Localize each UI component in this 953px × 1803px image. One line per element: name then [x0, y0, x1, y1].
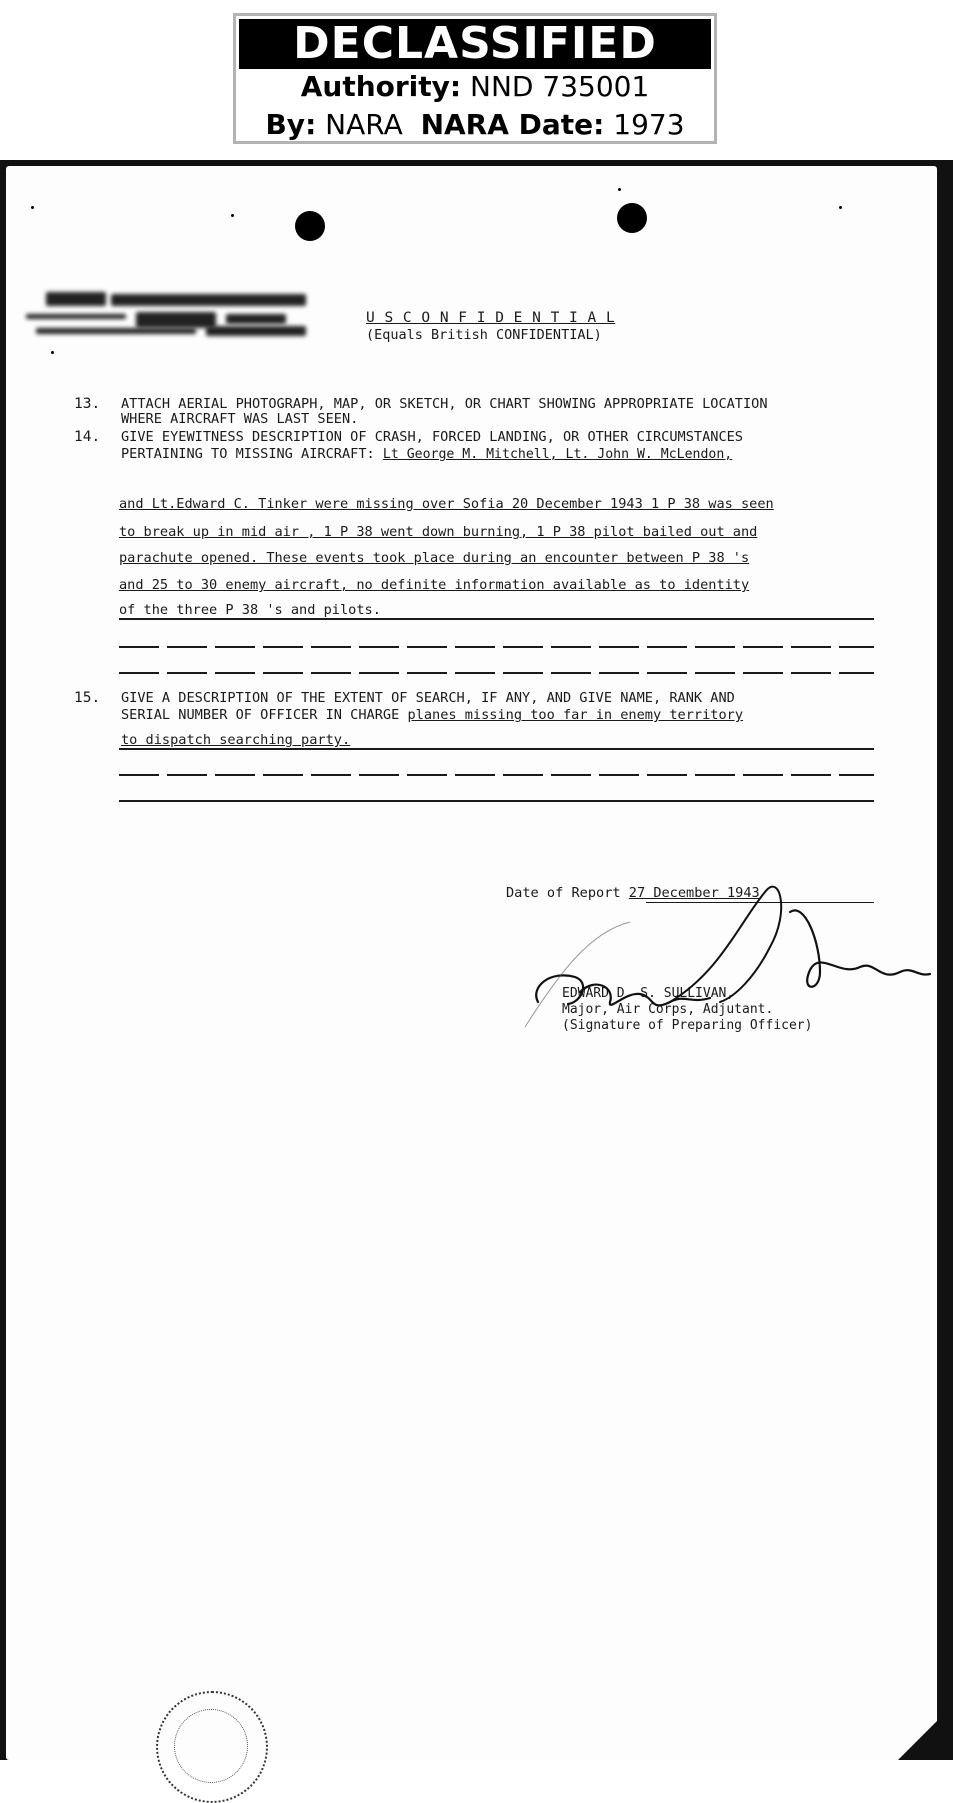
- stamp-authority-line: [236, 70, 714, 103]
- classification-marking: [366, 310, 615, 326]
- item-14-answer-line: to break up in mid air , 1 P 38 went down burning, 1 P 38 pilot bailed out and: [119, 524, 758, 540]
- scan-speck: [839, 206, 842, 209]
- stamp-by-label: By:: [265, 108, 317, 141]
- classification-equivalent: (Equals British CONFIDENTIAL): [366, 327, 602, 343]
- scan-speck: [31, 206, 34, 209]
- item-15-answer-line: to dispatch searching party.: [121, 732, 351, 748]
- answer-rule-blank: [119, 774, 874, 776]
- stamp-title: DECLASSIFIED: [239, 19, 711, 69]
- scan-speck: [618, 188, 621, 191]
- stamp-by-value: NARA: [325, 108, 403, 141]
- item-13-number: 13.: [74, 396, 101, 412]
- answer-rule-blank: [119, 646, 874, 648]
- stamp-date-value: 1973: [613, 108, 685, 141]
- scan-speck: [51, 351, 54, 354]
- item-14-prompt: PERTAINING TO MISSING AIRCRAFT:: [121, 446, 375, 462]
- answer-rule: [119, 618, 874, 620]
- item-13-line1: ATTACH AERIAL PHOTOGRAPH, MAP, OR SKETCH, OR CHART SHOWING APPROPRIATE LOCATION: [121, 396, 768, 412]
- item-14-answer-line: of the three P 38 's and pilots.: [119, 602, 381, 618]
- punch-hole-right: [617, 203, 647, 233]
- answer-rule: [119, 748, 874, 750]
- item-15-answer-start: planes missing too far in enemy territory: [407, 707, 744, 723]
- signature-caption: (Signature of Preparing Officer): [562, 1018, 813, 1033]
- answer-rule: [119, 800, 874, 802]
- item-14-answer-line: parachute opened. These events took place during an encounter between P 38 's: [119, 550, 750, 566]
- item-14-answer-start: Lt George M. Mitchell, Lt. John W. McLendon,: [382, 447, 733, 462]
- handwritten-signature: [520, 852, 940, 1052]
- folded-corner: [898, 1705, 953, 1760]
- item-15-line1: GIVE A DESCRIPTION OF THE EXTENT OF SEARCH, IF ANY, AND GIVE NAME, RANK AND: [121, 690, 735, 706]
- stamp-authority-label: Authority:: [300, 70, 462, 103]
- item-14-number: 14.: [74, 429, 101, 445]
- item-15-line2: [121, 707, 743, 723]
- signer-name: EDWARD D. S. SULLIVAN,: [562, 986, 735, 1001]
- answer-rule-blank: [119, 672, 874, 674]
- item-14-line2: [121, 446, 732, 463]
- item-14-answer-line: and Lt.Edward C. Tinker were missing over Sofia 20 December 1943 1 P 38 was seen: [119, 496, 774, 512]
- round-stamp-mark: [156, 1691, 268, 1803]
- item-13-line2: WHERE AIRCRAFT WAS LAST SEEN.: [121, 411, 359, 427]
- stamp-date-label: NARA Date:: [420, 108, 605, 141]
- signer-title: Major, Air Corps, Adjutant.: [562, 1002, 774, 1017]
- item-14-line1: GIVE EYEWITNESS DESCRIPTION OF CRASH, FORCED LANDING, OR OTHER CIRCUMSTANCES: [121, 429, 743, 445]
- item-14-answer-line: and 25 to 30 enemy aircraft, no definite information available as to identity: [119, 577, 750, 593]
- item-15-number: 15.: [74, 690, 101, 706]
- stamp-by-line: [236, 108, 714, 141]
- classification-label: U S C O N F I D E N T I A L: [366, 310, 616, 326]
- declassified-stamp: [233, 13, 717, 144]
- report-date-value: 27 December 1943: [628, 885, 760, 901]
- scan-speck: [231, 214, 234, 217]
- stamp-authority-value: NND 735001: [470, 70, 650, 103]
- redacted-header: [26, 288, 326, 346]
- punch-hole-left: [295, 211, 325, 241]
- report-date-label: Date of Report: [506, 885, 621, 901]
- item-15-prompt: SERIAL NUMBER OF OFFICER IN CHARGE: [121, 707, 400, 723]
